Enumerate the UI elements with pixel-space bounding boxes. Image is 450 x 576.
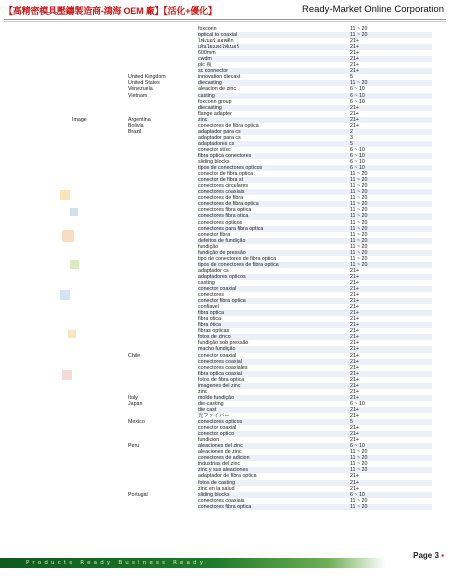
row-range: 11 ~ 20 bbox=[350, 213, 432, 219]
row-keyword: conectores de fibra optica bbox=[198, 122, 259, 129]
row-keyword: diecasting bbox=[198, 105, 350, 111]
row-keyword: aleacion de zinc bbox=[198, 86, 236, 93]
row-keyword: เส้นใยแสงไฟเบอร์ bbox=[198, 44, 350, 50]
footer-slogan: Products Ready Business Ready bbox=[26, 559, 207, 566]
row-range: 21+ bbox=[350, 274, 432, 280]
row-keyword: adaptadores opticos bbox=[198, 274, 350, 280]
row-keyword: sliding blocks bbox=[198, 159, 230, 166]
row-range: 21+ bbox=[350, 328, 359, 335]
footer-banner bbox=[0, 558, 386, 568]
keyword-ranking-table bbox=[72, 26, 432, 510]
row-range: 21+ bbox=[350, 340, 359, 347]
header-divider bbox=[4, 19, 446, 20]
row-range: 21+ bbox=[350, 56, 432, 62]
row-keyword: fundicion bbox=[198, 437, 220, 444]
row-country: Portugal bbox=[128, 491, 148, 498]
row-keyword: conectores de fibra bbox=[198, 195, 244, 202]
row-keyword: conectores para fibra optica bbox=[198, 226, 350, 232]
row-range: 11 ~ 20 bbox=[350, 183, 368, 190]
row-range: 11 ~ 20 bbox=[350, 201, 432, 207]
row-keyword: adaptador para cs bbox=[198, 134, 241, 141]
row-range: 6 ~ 10 bbox=[350, 443, 432, 449]
row-range: 6 ~ 10 bbox=[350, 153, 432, 159]
row-keyword: cwdm bbox=[198, 56, 350, 62]
row-range: 21+ bbox=[350, 316, 359, 323]
row-range: 21+ bbox=[350, 407, 432, 413]
row-range: 21+ bbox=[350, 334, 432, 340]
row-range: 21+ bbox=[350, 44, 432, 50]
row-range: 6 ~ 10 bbox=[350, 165, 432, 171]
row-range: 21+ bbox=[350, 376, 359, 383]
row-keyword: zinc bbox=[198, 117, 350, 123]
row-keyword: conectores de fibra optica bbox=[198, 201, 350, 207]
row-keyword: tipo de conectores de fibra optica bbox=[198, 255, 277, 262]
row-range: 11 ~ 20 bbox=[350, 80, 432, 86]
row-range: 11 ~ 20 bbox=[350, 255, 368, 262]
row-range: 21+ bbox=[350, 304, 359, 311]
row-keyword: casting bbox=[198, 93, 350, 99]
row-range: 6 ~ 10 bbox=[350, 86, 365, 93]
row-range: 21+ bbox=[350, 480, 432, 486]
row-keyword: industrias del zinc bbox=[198, 461, 241, 468]
row-range: 11 ~ 20 bbox=[350, 497, 368, 504]
page-number bbox=[413, 551, 444, 560]
row-range: 21+ bbox=[350, 117, 432, 123]
row-range: 11 ~ 20 bbox=[350, 231, 368, 238]
row-range: 21+ bbox=[350, 298, 432, 304]
row-keyword: conectores coaxiales bbox=[198, 364, 248, 371]
row-range: 11 ~ 20 bbox=[350, 238, 432, 244]
row-range: 21+ bbox=[350, 413, 359, 419]
row-keyword: conectores opticos bbox=[198, 419, 350, 425]
row-range: 21+ bbox=[350, 68, 432, 74]
row-country: Bolivia bbox=[128, 122, 144, 129]
row-range: 11 ~ 20 bbox=[350, 171, 368, 178]
row-keyword: fotos de zinco bbox=[198, 334, 350, 340]
row-range: 21+ bbox=[350, 310, 432, 316]
row-range: 21+ bbox=[350, 473, 359, 480]
row-keyword: fundição de pressão bbox=[198, 250, 350, 256]
row-range: 21+ bbox=[350, 267, 359, 274]
row-keyword: tipos de conectores opticos bbox=[198, 165, 350, 171]
row-range: 6 ~ 10 bbox=[350, 146, 365, 153]
row-keyword: zinc y sus aleaciones bbox=[198, 467, 350, 473]
row-country: Vietnam bbox=[128, 92, 148, 99]
row-keyword: sliding blocks bbox=[198, 492, 350, 498]
row-keyword: adaptador cs bbox=[198, 267, 229, 274]
row-keyword: fibras opticas bbox=[198, 328, 230, 335]
row-range: 21+ bbox=[350, 383, 432, 389]
row-keyword: die-casting bbox=[198, 400, 224, 407]
row-keyword: conectores fibra otica bbox=[198, 213, 350, 219]
row-range: 5 bbox=[350, 419, 432, 425]
row-range: 21+ bbox=[350, 292, 359, 299]
row-range: 2 bbox=[350, 129, 432, 135]
keyword-table-wrapper bbox=[72, 26, 432, 510]
row-keyword: aleaciones del zinc bbox=[198, 443, 350, 449]
row-range: 11 ~ 20 bbox=[350, 195, 368, 202]
row-range: 11 ~ 20 bbox=[350, 219, 368, 226]
page-header bbox=[0, 0, 450, 18]
row-country: Japan bbox=[128, 400, 143, 407]
row-keyword: fibra ótica bbox=[198, 322, 350, 328]
row-keyword: 600mm bbox=[198, 50, 216, 57]
row-range: 21+ bbox=[350, 431, 432, 437]
row-range: 5 bbox=[350, 141, 432, 147]
row-range: 11 ~ 20 bbox=[350, 207, 368, 214]
row-keyword: conector coaxial bbox=[198, 352, 237, 359]
row-keyword: conector de fibra st bbox=[198, 177, 350, 183]
row-range: 21+ bbox=[350, 346, 432, 352]
row-range: 6 ~ 10 bbox=[350, 98, 365, 105]
row-keyword: fibra optica coaxial bbox=[198, 371, 350, 377]
page-number-label: Page 3 bbox=[413, 551, 439, 560]
row-range: 11 ~ 20 bbox=[350, 177, 432, 183]
row-keyword: conectores bbox=[198, 292, 224, 299]
row-range: 21+ bbox=[350, 110, 359, 117]
row-keyword: fibra otica bbox=[198, 316, 221, 323]
row-country: United States bbox=[128, 80, 160, 87]
row-range: 11 ~ 20 bbox=[350, 262, 432, 268]
row-keyword: confiavel bbox=[198, 304, 219, 311]
header-corporation-name: Ready-Market Online Corporation bbox=[301, 4, 444, 15]
row-keyword: conector fibra optica bbox=[198, 298, 350, 304]
row-keyword: conectores opticos bbox=[198, 219, 243, 226]
row-keyword: sc connector bbox=[198, 68, 350, 74]
row-range: 11 ~ 20 bbox=[350, 504, 432, 510]
row-range: 21+ bbox=[350, 485, 359, 492]
row-keyword: conector fibra bbox=[198, 231, 231, 238]
row-keyword: adaptador de fibra optica bbox=[198, 473, 257, 480]
row-range: 11 ~ 20 bbox=[350, 32, 432, 38]
row-keyword: innovation diecast bbox=[198, 74, 241, 81]
row-range: 11 ~ 20 bbox=[350, 449, 368, 456]
row-range: 21+ bbox=[350, 437, 359, 444]
row-keyword: fotos de fibra optica bbox=[198, 376, 245, 383]
row-keyword: fibra optica conectores bbox=[198, 153, 350, 159]
row-range: 21+ bbox=[350, 364, 359, 371]
row-range: 11 ~ 20 bbox=[350, 461, 368, 468]
row-category bbox=[72, 504, 128, 510]
header-company-title: 【高精密模具壓鑄製造商-鴻海 OEM 廠】【活化+優化】 bbox=[4, 6, 217, 16]
row-range: 11 ~ 20 bbox=[350, 189, 432, 195]
row-keyword: zinc en la salud bbox=[198, 485, 235, 492]
row-keyword: die cast bbox=[198, 407, 350, 413]
row-keyword: conectores coaxial bbox=[198, 359, 350, 365]
row-range: 11 ~ 20 bbox=[350, 226, 432, 232]
row-keyword: tipos de conectores de fibra optica bbox=[198, 262, 350, 268]
row-range: 21+ bbox=[350, 371, 432, 377]
row-country: Brazil bbox=[128, 128, 142, 135]
header-divider-secondary bbox=[4, 21, 446, 22]
table-row bbox=[72, 504, 432, 510]
row-country: Peru bbox=[128, 443, 140, 450]
row-range: 11 ~ 20 bbox=[350, 26, 368, 32]
row-range: 21+ bbox=[350, 322, 432, 328]
row-range: 11 ~ 20 bbox=[350, 467, 432, 473]
row-range: 3 bbox=[350, 134, 353, 141]
row-keyword: fibra optica bbox=[198, 310, 350, 316]
row-keyword: conector st/sc bbox=[198, 146, 231, 153]
row-country: Venezuela bbox=[128, 86, 153, 93]
row-keyword: ไฟเบอร์ ออพติก bbox=[198, 38, 234, 45]
row-keyword: conectores coaxiais bbox=[198, 497, 245, 504]
row-range: 21+ bbox=[350, 38, 359, 45]
row-range: 6 ~ 10 bbox=[350, 492, 432, 498]
row-keyword: fotos de casting bbox=[198, 480, 350, 486]
row-keyword: adaptadores cs bbox=[198, 141, 350, 147]
row-range: 5 bbox=[350, 74, 353, 81]
row-keyword: imagenes del zinc bbox=[198, 383, 350, 389]
row-keyword: conector coaxial bbox=[198, 286, 350, 292]
row-keyword: diecasting bbox=[198, 80, 350, 86]
row-keyword: optical to coaxial bbox=[198, 32, 350, 38]
decorative-squares bbox=[0, 190, 80, 420]
row-country bbox=[128, 504, 198, 510]
row-range: 21+ bbox=[350, 122, 359, 129]
row-keyword: conectores fibra optica bbox=[198, 504, 350, 510]
row-keyword: 光ファイバー bbox=[198, 413, 230, 419]
row-keyword: foxconn bbox=[198, 26, 217, 32]
row-keyword: adaptador para cs bbox=[198, 129, 350, 135]
row-range: 6 ~ 10 bbox=[350, 400, 365, 407]
row-keyword: defeitos de fundição bbox=[198, 238, 350, 244]
row-range: 21+ bbox=[350, 105, 432, 111]
row-keyword: macho fundição bbox=[198, 346, 350, 352]
page-marker-icon: ▪ bbox=[441, 551, 444, 560]
row-range: 11 ~ 20 bbox=[350, 455, 432, 461]
row-keyword: zinc bbox=[198, 388, 208, 395]
row-keyword: foxconn group bbox=[198, 98, 232, 105]
row-keyword: conectores coaxiais bbox=[198, 189, 350, 195]
row-range: 11 ~ 20 bbox=[350, 243, 368, 250]
row-keyword: plc 複 bbox=[198, 62, 212, 69]
row-range: 11 ~ 20 bbox=[350, 250, 432, 256]
row-keyword: flange adapter bbox=[198, 110, 232, 117]
row-country: Argentina bbox=[128, 116, 151, 123]
row-country: Chile bbox=[128, 352, 141, 359]
row-keyword: molde fundição bbox=[198, 395, 350, 401]
row-keyword: conector optico bbox=[198, 431, 350, 437]
row-country: Mexico bbox=[128, 419, 145, 426]
row-range: 21+ bbox=[350, 286, 432, 292]
row-range: 21+ bbox=[350, 279, 359, 286]
row-range: 21+ bbox=[350, 352, 359, 359]
row-range: 6 ~ 10 bbox=[350, 93, 432, 99]
row-keyword: casting bbox=[198, 279, 215, 286]
row-country: Italy bbox=[128, 394, 138, 401]
row-keyword: conectores fibra optica bbox=[198, 207, 252, 214]
row-range: 6 ~ 10 bbox=[350, 159, 365, 166]
row-range: 21+ bbox=[350, 425, 359, 432]
row-keyword: fundição bbox=[198, 243, 219, 250]
row-keyword: conectores circulares bbox=[198, 183, 249, 190]
row-range: 21+ bbox=[350, 50, 359, 57]
row-range: 21+ bbox=[350, 388, 359, 395]
row-keyword: conector coaxial bbox=[198, 425, 237, 432]
row-keyword: conectores de adicion bbox=[198, 455, 350, 461]
row-keyword: aleaciones de zinc bbox=[198, 449, 242, 456]
row-keyword: fundição sob pressão bbox=[198, 340, 249, 347]
row-range: 21+ bbox=[350, 395, 432, 401]
row-keyword: conector de fibra optica bbox=[198, 171, 254, 178]
row-category: Image bbox=[72, 116, 87, 123]
row-country: United Kingdom bbox=[128, 74, 166, 81]
keyword-table-body bbox=[72, 26, 432, 510]
row-range: 21+ bbox=[350, 62, 359, 69]
row-range: 21+ bbox=[350, 359, 432, 365]
